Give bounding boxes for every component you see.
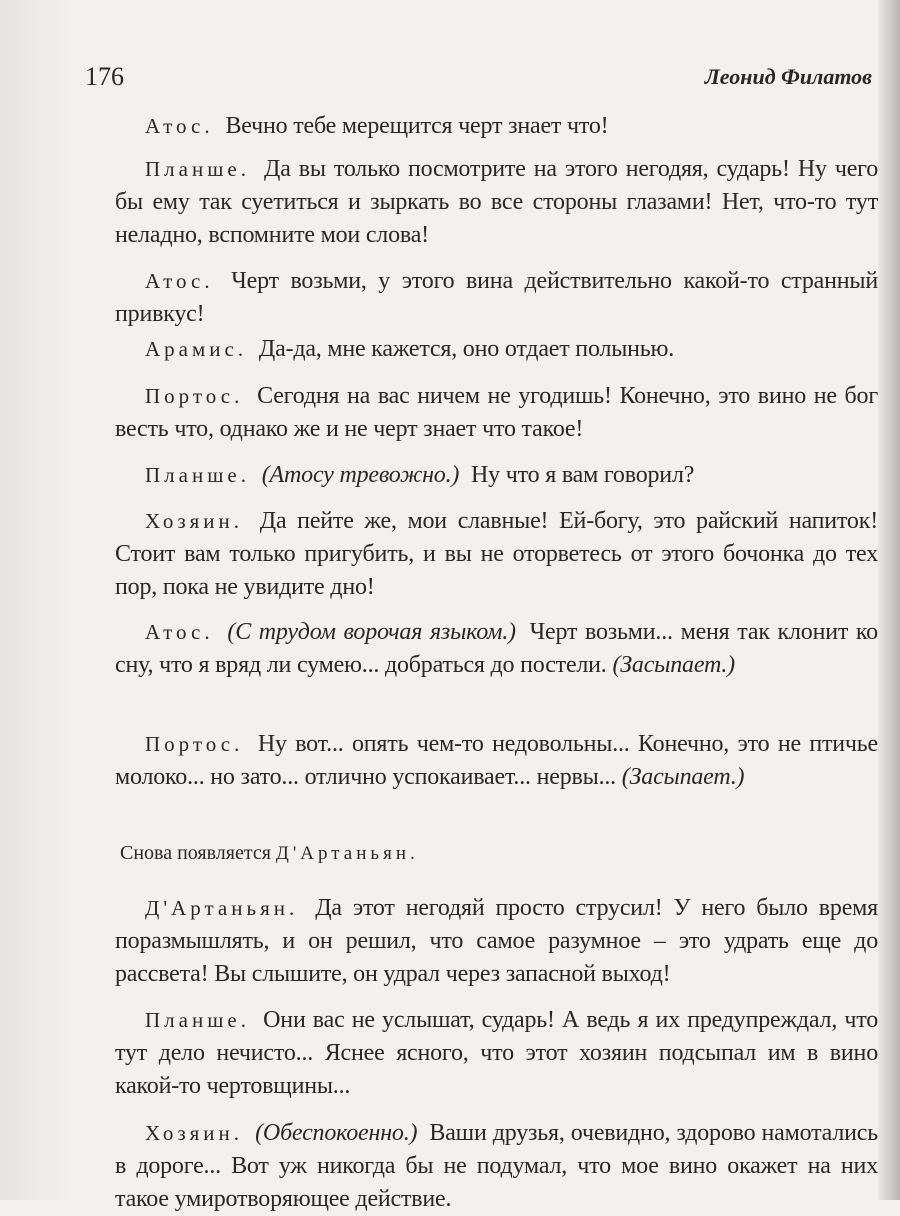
dialogue-paragraph: [115, 153, 878, 252]
dialogue-paragraph: [115, 265, 878, 331]
speaker-name: Портос.: [145, 732, 244, 756]
speaker-name: Атос.: [145, 620, 214, 644]
dialogue-paragraph: [115, 892, 878, 991]
dialogue-text: Ну вот... опять чем-то недовольны... Конечно, это не птичье молоко... но зато... отлично успокаивает... нервы...: [115, 731, 878, 790]
dialogue-text: Черт возьми, у этого вина действительно какой-то странный привкус!: [115, 268, 878, 327]
dialogue-paragraph: [115, 110, 878, 143]
dialogue-text: Да вы только посмотрите на этого негодяя, сударь! Ну чего бы ему так суетиться и зыркать во все стороны глазами! Нет, что-то тут неладно, вспомните мои слова!: [115, 156, 878, 248]
dialogue-text: Да пейте же, мои славные! Ей-богу, это райский напиток! Стоит вам только пригубить, и вы не оторветесь от этого бочонка до тех пор, пока не увидите дно!: [115, 508, 878, 600]
dialogue-paragraph: [115, 1117, 878, 1216]
stage-direction-text: Снова появляется: [120, 842, 271, 864]
speaker-name: Атос.: [145, 269, 214, 293]
dialogue-text: Вечно тебе мерещится черт знает что!: [225, 113, 609, 139]
dialogue-text: Да этот негодяй просто струсил! У него было время поразмышлять, и он решил, что самое разумное – это удрать еще до рассвета! Вы слышите, он удрал через запасной выход!: [115, 895, 878, 987]
speaker-name: Хозяин.: [145, 509, 244, 533]
speaker-name: Атос.: [145, 114, 214, 138]
dialogue-text: Сегодня на вас ничем не угодишь! Конечно, это вино не бог весть что, однако же и не черт знает что такое!: [115, 383, 878, 442]
running-header-author: Леонид Филатов: [704, 64, 872, 89]
dialogue-text: Да-да, мне кажется, оно отдает полынью.: [258, 336, 675, 362]
stage-direction-trailing: (Засыпает.): [621, 764, 745, 790]
speaker-name: Д'Артаньян.: [145, 896, 299, 920]
dialogue-paragraph: [115, 333, 878, 366]
speaker-name: Портос.: [145, 384, 244, 408]
speaker-name: Планше.: [145, 157, 250, 181]
dialogue-text: Ваши друзья, очевидно, здорово намотались в дороге... Вот уж никогда бы не подумал, что мое вино окажет на них такое умиротворяющее действие.: [115, 1120, 878, 1212]
page-edge-shadow: [878, 0, 900, 1200]
dialogue-paragraph: [115, 728, 878, 794]
stage-direction-inline: (Обеспокоенно.): [255, 1120, 418, 1146]
dialogue-text: Они вас не услышат, сударь! А ведь я их предупреждал, что тут дело нечисто... Яснее ясного, что этот хозяин подсыпал им в вино какой-то чертовщины...: [115, 1007, 878, 1099]
speaker-name: Арамис.: [145, 337, 248, 361]
speaker-name: Планше.: [145, 1008, 250, 1032]
dialogue-text: Ну что я вам говорил?: [471, 462, 695, 488]
speaker-name: Хозяин.: [145, 1121, 244, 1145]
dialogue-paragraph: [115, 459, 878, 492]
stage-direction: [120, 842, 425, 865]
stage-direction-inline: (С трудом ворочая языком.): [227, 619, 516, 645]
stage-direction-inline: (Атосу тревожно.): [261, 462, 460, 488]
dialogue-text: Черт возьми... меня так клонит ко сну, что я вряд ли сумею... добраться до постели.: [115, 619, 878, 678]
dialogue-paragraph: [115, 1004, 878, 1103]
speaker-name: Планше.: [145, 463, 250, 487]
page-gutter-shadow: [0, 0, 70, 1200]
page-number: 176: [85, 62, 124, 91]
stage-direction-trailing: (Засыпает.): [612, 652, 735, 678]
dialogue-paragraph: [115, 505, 878, 604]
dialogue-paragraph: [115, 616, 878, 682]
stage-direction-speaker: Д'Артаньян.: [275, 843, 419, 864]
dialogue-paragraph: [115, 380, 878, 446]
